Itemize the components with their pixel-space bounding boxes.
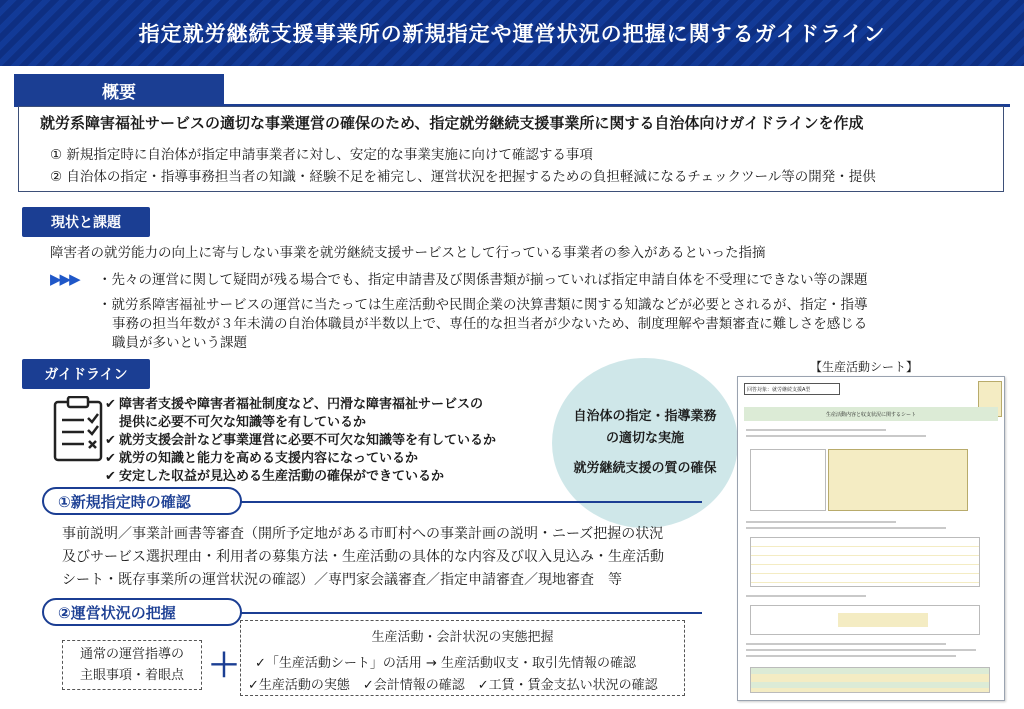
operation-title: ②運営状況の把握	[42, 598, 242, 626]
new-designation-text: 事前説明／事業計画書等審査（開所予定地がある市町村への事業計画の説明・ニーズ把握の状況 及びサービス選択理由・利用者の募集方法・生産活動の具体的な内容及び収入見込み・生産活動 シート・既存事業所の運営状況の確認）／専門家会議審査／指定申請審査／現地審査 等	[62, 526, 664, 588]
goal-line-3: 就労継続支援の質の確保	[573, 461, 717, 476]
issues-bullet-2: ・就労系障害福祉サービスの運営に当たっては生産活動や民間企業の決算書類に関する知識などが必要とされるが、指定・指導	[98, 297, 868, 313]
goal-line-2: の適切な実施	[605, 431, 684, 446]
guideline-tab: ガイドライン	[22, 359, 150, 389]
sheet-text-line	[746, 435, 926, 437]
new-designation-rule	[232, 501, 702, 503]
goal-circle	[552, 358, 738, 528]
clipboard-checklist-icon	[52, 396, 106, 464]
check-item: ✔ 安定した収益が見込める生産活動の確保ができているか	[105, 469, 445, 484]
sheet-highlight	[838, 613, 928, 627]
check-item: ✔ 就労の知識と能力を高める支援内容になっているか	[105, 451, 419, 466]
overview-lead: 就労系障害福祉サービスの適切な事業運営の確保のため、指定就労継続支援事業所に関する自治体向けガイドラインを作成	[40, 114, 864, 132]
production-activity-sheet	[737, 376, 1005, 701]
check-item: ✔ 就労支援会計など事業運営に必要不可欠な知識等を有しているか	[105, 433, 497, 448]
sheet-input-block-1	[828, 449, 968, 511]
check-icon: ✔	[105, 433, 116, 448]
sheet-text-line	[746, 649, 976, 651]
check-icon: ✔	[105, 451, 116, 466]
sheet-label-block-1	[750, 449, 826, 511]
sheet-text-line	[746, 595, 866, 597]
check-icon: ✔	[105, 469, 116, 484]
sheet-text-line	[746, 527, 946, 529]
check-icon: ✔	[105, 397, 116, 412]
issues-bullet-2c: 職員が多いという課題	[112, 335, 247, 351]
triple-arrow-icon: ▶▶▶	[50, 270, 79, 288]
regular-guidance-box: 通常の運営指導の 主眼事項・着眼点	[62, 640, 202, 690]
sheet-title: 生産活動内容と収支状況に関するシート	[744, 407, 998, 421]
sheet-table-3	[750, 667, 990, 693]
plus-icon: ＋	[208, 646, 241, 684]
sheet-text-line	[746, 429, 886, 431]
issues-bullet-2b: 事務の担当年数が３年未満の自治体職員が半数以上で、専任的な担当者が少ないため、制度理解や書類審査に難しさを感じる	[112, 316, 868, 332]
page-title: 指定就労継続支援事業所の新規指定や運営状況の把握に関するガイドライン	[138, 22, 886, 46]
sheet-text-line	[746, 643, 946, 645]
operation-rule	[232, 612, 702, 614]
sheet-header-label: 回答対象：就労継続支援A型	[744, 383, 840, 395]
overview-item-2: ② 自治体の指定・指導事務担当者の知識・経験不足を補完し、運営状況を把握するための負担軽減になるチェックツール等の開発・提供	[50, 169, 876, 185]
guideline-checklist	[105, 396, 496, 486]
production-box-line-1: ✓「生産活動シート」の活用 → 生産活動収支・取引先情報の確認	[255, 656, 637, 671]
sheet-caption: 【生産活動シート】	[810, 360, 919, 374]
issues-bullet-1: ・先々の運営に関して疑問が残る場合でも、指定申請書及び関係書類が揃っていれば指定申請自体を不受理にできない等の課題	[98, 272, 868, 288]
overview-tab: 概要	[14, 74, 224, 106]
sheet-text-line	[746, 655, 956, 657]
goal-line-1: 自治体の指定・指導業務	[573, 409, 717, 424]
new-designation-title: ①新規指定時の確認	[42, 487, 242, 515]
issues-tab: 現状と課題	[22, 207, 150, 237]
check-item-cont: 提供に必要不可欠な知識等を有しているか	[119, 415, 367, 430]
issues-intro: 障害者の就労能力の向上に寄与しない事業を就労継続支援サービスとして行っている事業者の参入があるといった指摘	[50, 245, 766, 261]
check-item: ✔ 障害者支援や障害者福祉制度など、円滑な障害福祉サービスの	[105, 397, 484, 412]
overview-item-1: ① 新規指定時に自治体が指定申請事業者に対し、安定的な事業実施に向けて確認する事項	[50, 147, 593, 163]
production-box-title: 生産活動・会計状況の実態把握	[371, 630, 554, 645]
production-box-line-2: ✓生産活動の実態 ✓会計情報の確認 ✓工賃・賃金支払い状況の確認	[248, 678, 658, 693]
sheet-table-1	[750, 537, 980, 587]
sheet-text-line	[746, 521, 896, 523]
